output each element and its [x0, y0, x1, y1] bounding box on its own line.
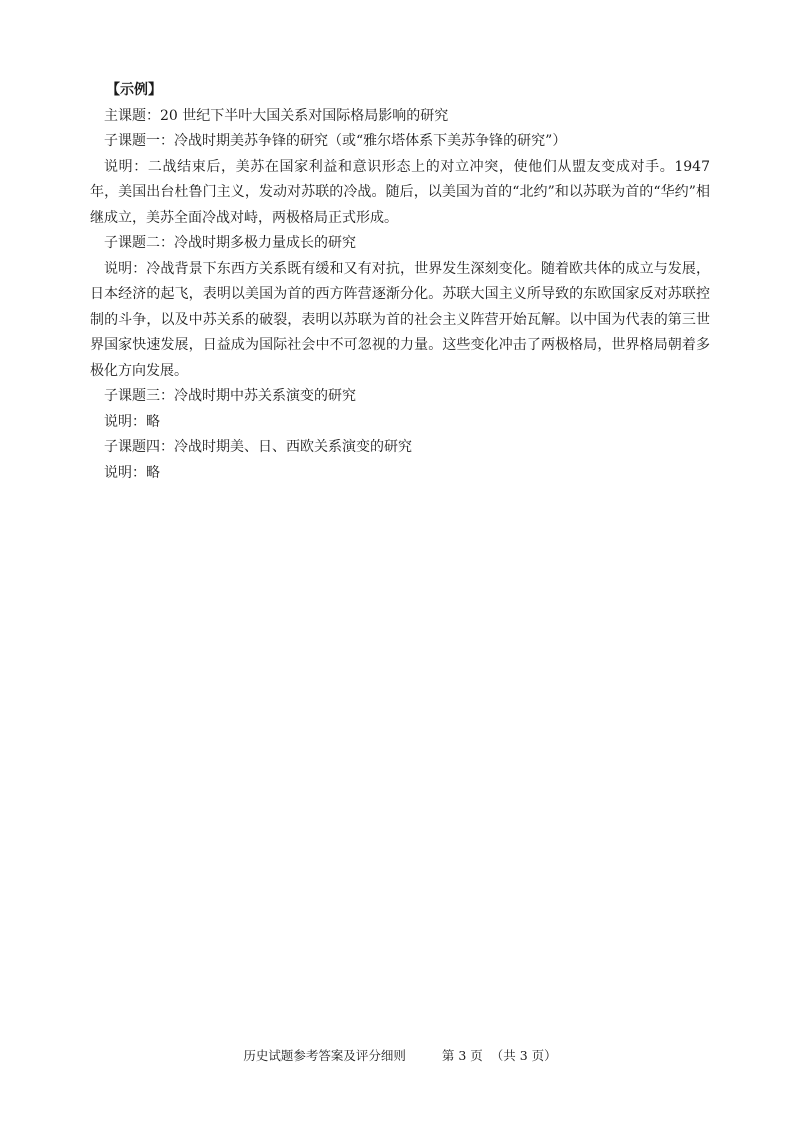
- page-footer: [0, 1046, 800, 1064]
- main-topic: 主课题：20 世纪下半叶大国关系对国际格局影响的研究: [104, 107, 449, 124]
- subtopic-4-note: 说明：略: [104, 464, 160, 481]
- subtopic-2-title: 子课题二：冷战时期多极力量成长的研究: [104, 235, 356, 251]
- subtopic-4-title: 子课题四：冷战时期美、日、西欧关系演变的研究: [104, 439, 412, 455]
- subtopic-3-note: 说明：略: [104, 413, 160, 430]
- footer-doc-title: 历史试题参考答案及评分细则: [243, 1048, 406, 1063]
- section-heading: 【示例】: [106, 82, 162, 98]
- document-body: [90, 78, 710, 486]
- footer-page-number: 第 3 页: [441, 1048, 483, 1063]
- subtopic-1-note: 说明：二战结束后，美苏在国家利益和意识形态上的对立冲突，使他们从盟友变成对手。1947 年，美国出台杜鲁门主义，发动对苏联的冷战。随后，以美国为首的“北约”和以苏联为首的“华约”相继成立，美苏全面冷战对峙，两极格局正式形成。: [90, 158, 710, 226]
- subtopic-1-title: 子课题一：冷战时期美苏争锋的研究（或“雅尔塔体系下美苏争锋的研究”）: [104, 133, 567, 149]
- subtopic-3-title: 子课题三：冷战时期中苏关系演变的研究: [104, 388, 356, 404]
- footer-page-total: （共 3 页）: [490, 1048, 557, 1063]
- subtopic-2-note: 说明：冷战背景下东西方关系既有缓和又有对抗，世界发生深刻变化。随着欧共体的成立与发展，日本经济的起飞，表明以美国为首的西方阵营逐渐分化。苏联大国主义所导致的东欧国家反对苏联控制的斗争，以及中苏关系的破裂，表明以苏联为首的社会主义阵营开始瓦解。以中国为代表的第三世界国家快速发展，日益成为国际社会中不可忽视的力量。这些变化冲击了两极格局，世界格局朝着多极化方向发展。: [90, 260, 710, 379]
